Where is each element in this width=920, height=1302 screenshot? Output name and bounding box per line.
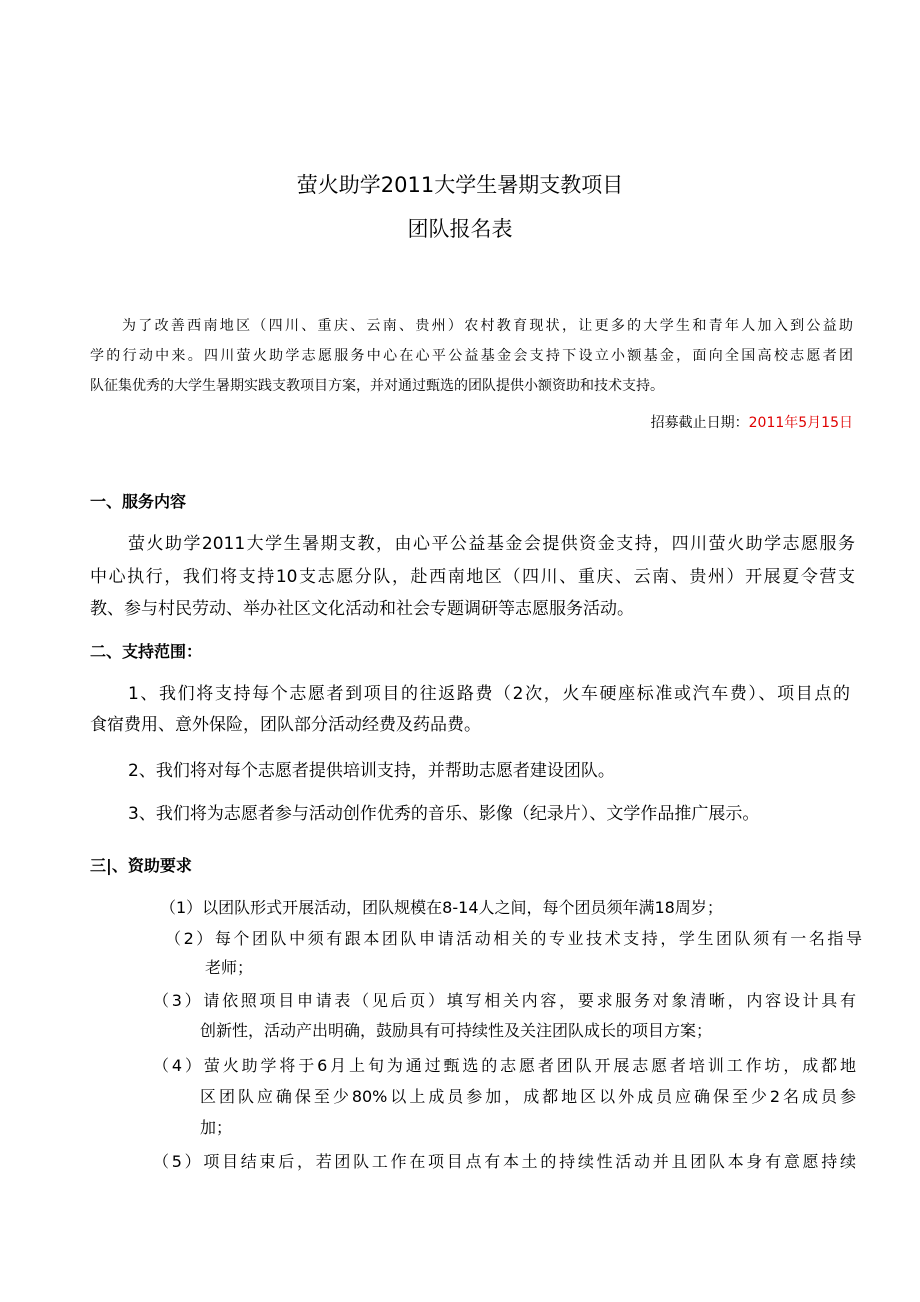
- deadline: [651, 415, 853, 432]
- intro-line: 队征集优秀的大学生暑期实践支教项目方案，并对通过甄选的团队提供小额资助和技术支持。: [90, 378, 664, 394]
- section-heading: 三|、资助要求: [90, 856, 192, 875]
- intro-line: 学的行动中来。四川萤火助学志愿服务中心在心平公益基金会支持下设立小额基金，面向全国高校志愿者团: [90, 348, 853, 364]
- list-item: 3、我们将为志愿者参与活动创作优秀的音乐、影像（纪录片）、文学作品推广展示。: [128, 804, 760, 824]
- list-item: （1）以团队形式开展活动，团队规模在8-14人之间，每个团员须年满18周岁；: [160, 898, 723, 917]
- list-item: （5）项目结束后，若团队工作在项目点有本土的持续性活动并且团队本身有意愿持续: [153, 1152, 856, 1171]
- deadline-label: 招募截止日期：: [650, 415, 749, 431]
- list-item-cont: 加；: [200, 1118, 233, 1137]
- list-item-cont: 老师；: [205, 958, 254, 977]
- deadline-value: 2011年5月15日: [748, 415, 853, 431]
- list-item-cont: 食宿费用、意外保险，团队部分活动经费及药品费。: [90, 715, 481, 735]
- body-line: 教、参与村民劳动、举办社区文化活动和社会专题调研等志愿服务活动。: [90, 599, 634, 619]
- body-line: 萤火助学2011大学生暑期支教，由心平公益基金会提供资金支持，四川萤火助学志愿服务: [128, 534, 855, 554]
- list-item: （3）请依照项目申请表（见后页）填写相关内容，要求服务对象清晰，内容设计具有: [153, 991, 856, 1010]
- list-item: 1、我们将支持每个志愿者到项目的往返路费（2次，火车硬座标准或汽车费）、项目点的: [128, 684, 850, 704]
- list-item: 2、我们将对每个志愿者提供培训支持，并帮助志愿者建设团队。: [128, 761, 615, 781]
- list-item-cont: 区团队应确保至少80%以上成员参加，成都地区以外成员应确保至少2名成员参: [200, 1087, 856, 1106]
- document-title: 萤火助学2011大学生暑期支教项目: [296, 173, 624, 197]
- intro-line: 为了改善西南地区（四川、重庆、云南、贵州）农村教育现状，让更多的大学生和青年人加入到公益助: [122, 318, 853, 334]
- section-heading: 二、支持范围：: [90, 642, 203, 661]
- document-subtitle: 团队报名表: [407, 217, 513, 241]
- section-heading: 一、服务内容: [90, 492, 187, 511]
- list-item: （4）萤火助学将于6月上旬为通过甄选的志愿者团队开展志愿者培训工作坊，成都地: [153, 1056, 856, 1075]
- list-item: （2）每个团队中须有跟本团队申请活动相关的专业技术支持，学生团队须有一名指导: [165, 929, 862, 948]
- body-line: 中心执行，我们将支持10支志愿分队，赴西南地区（四川、重庆、云南、贵州）开展夏令营支: [90, 567, 855, 587]
- list-item-cont: 创新性，活动产出明确，鼓励具有可持续性及关注团队成长的项目方案；: [200, 1021, 713, 1040]
